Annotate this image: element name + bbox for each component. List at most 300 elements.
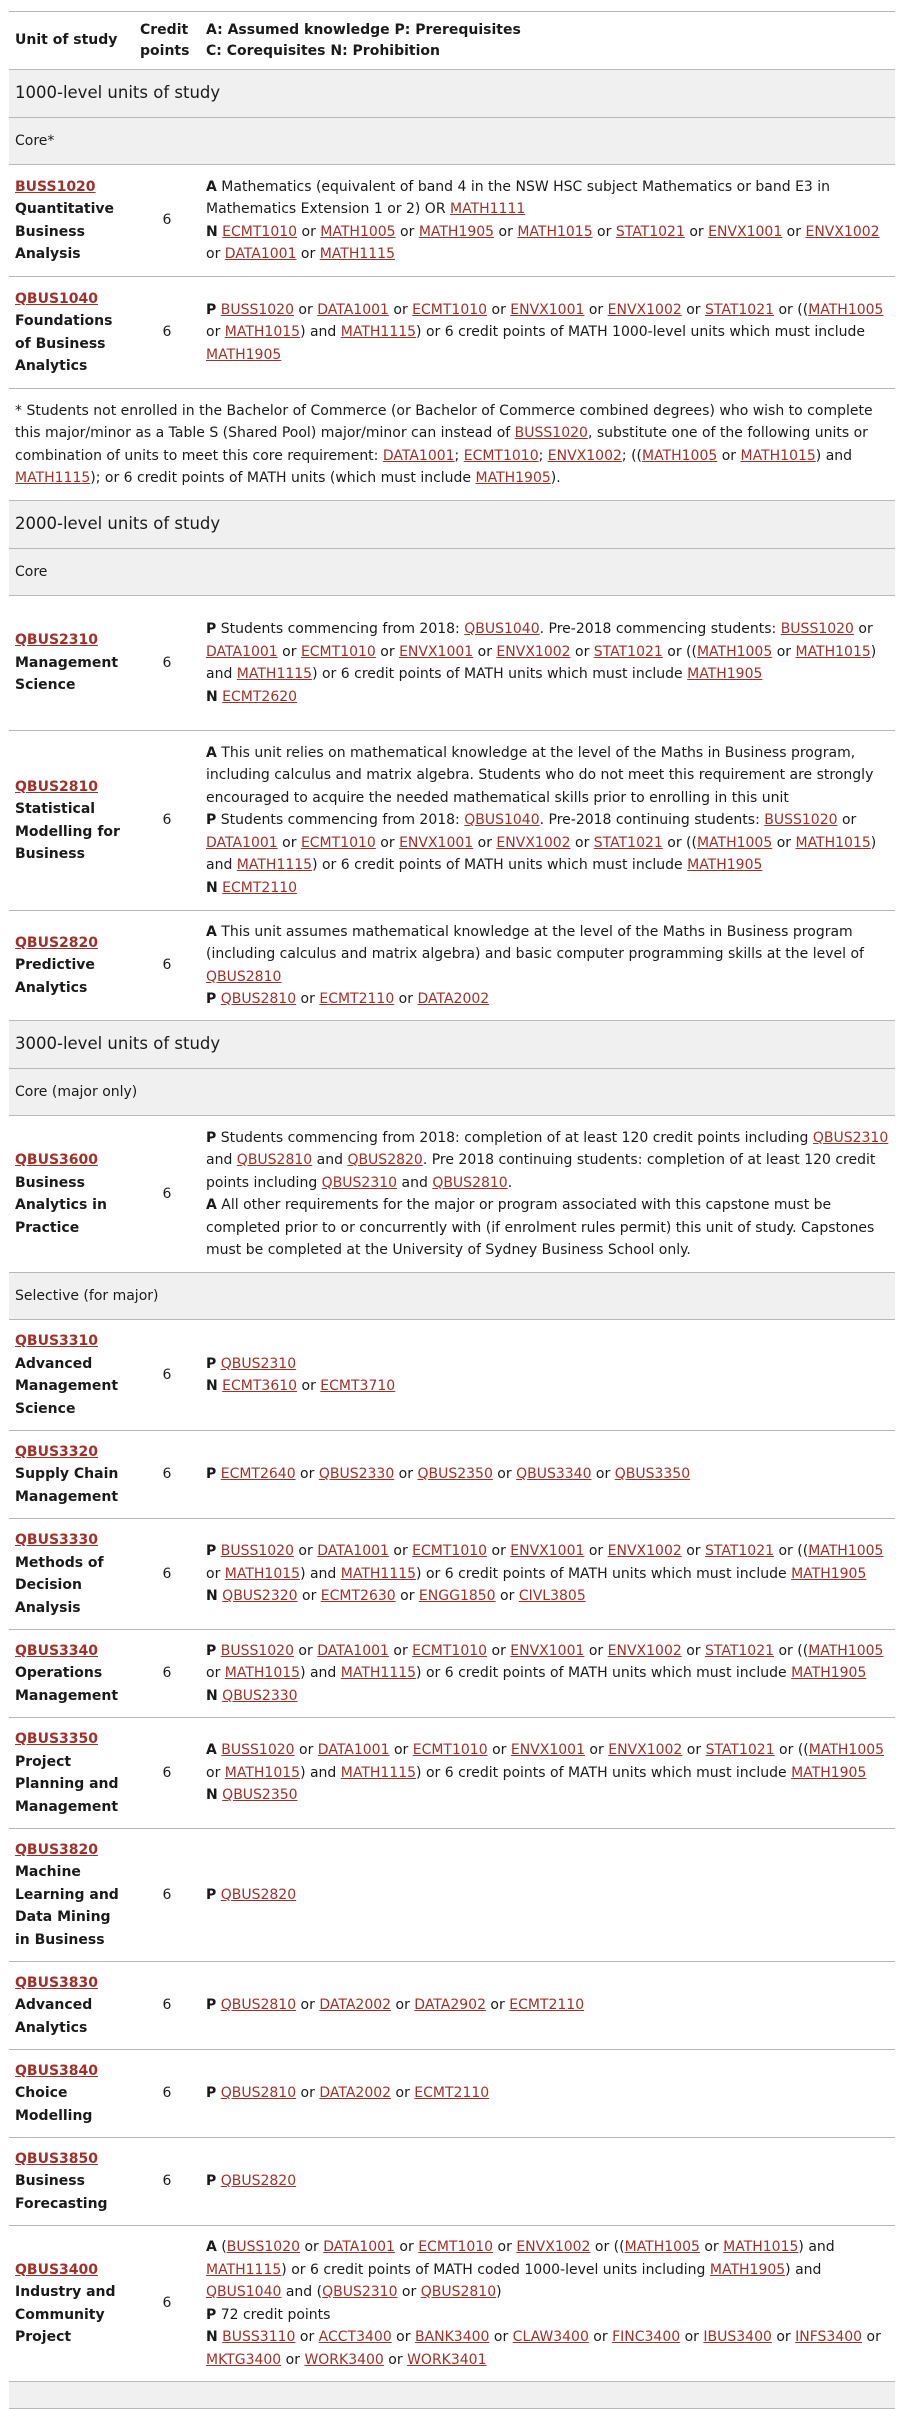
category-heading-row [9,1069,895,1116]
unit-code-link[interactable]: QBUS2810 [206,968,282,985]
unit-code-link[interactable]: QBUS2350 [417,1466,493,1483]
unit-code-link[interactable]: MATH1115 [340,324,417,341]
requirement-text: or [485,1997,510,2014]
unit-code-link[interactable]: ECMT2640 [220,1466,296,1483]
unit-name: Supply Chain Management [15,1466,119,1505]
unit-row [9,1829,895,1962]
requirement-type-label: N [206,223,218,240]
requirement-text: and [206,1152,237,1168]
requirement-line [206,1994,889,2017]
unit-code-link[interactable]: QBUS2310 [220,1355,297,1372]
unit-code-link[interactable]: IBUS3400 [703,2329,772,2345]
unit-code-link[interactable]: QBUS2310 [321,1174,398,1191]
unit-code-link[interactable]: STAT1021 [705,301,775,318]
requirements-cell [200,1829,895,1962]
unit-row [9,1320,895,1431]
requirement-text: or [300,2239,324,2255]
unit-code-link[interactable]: DATA2002 [417,991,490,1007]
unit-code-link[interactable]: MATH1905 [206,346,282,363]
unit-code-link[interactable]: QBUS2330 [318,1466,395,1483]
unit-code-link[interactable]: BUSS1020 [780,621,854,637]
unit-code-link[interactable]: QBUS2810 [15,778,98,795]
unit-code-link[interactable]: MATH1111 [450,201,526,217]
unit-code-link[interactable]: ENGG1850 [418,1588,496,1605]
requirement-type-label: P [206,1997,217,2014]
unit-code-link[interactable]: QBUS2310 [812,1129,889,1146]
requirement-text: Mathematics (equivalent of band 4 in the NSW HSC subject Mathematics or band E3 in Mathematics Extension 1 or 2) OR [206,178,831,217]
requirement-text: or [388,301,413,318]
unit-code-link[interactable]: MATH1115 [340,1764,417,1781]
unit-code-link[interactable]: MATH1905 [791,1764,867,1781]
unit-code-link[interactable]: WORK3400 [304,2351,384,2368]
unit-code-link[interactable]: DATA1001 [382,447,455,464]
credit-points: 6 [134,1718,200,1829]
unit-code-link[interactable]: MATH1015 [795,643,871,660]
unit-code-link[interactable]: QBUS2820 [347,1152,423,1168]
unit-code-link[interactable]: ENVX1001 [708,223,783,240]
unit-code-link[interactable]: ENVX1001 [399,834,474,851]
requirement-text: or (( [774,301,809,318]
unit-name: Advanced Analytics [15,1997,93,2036]
header-credit-points: Credit points [134,12,200,70]
credit-points: 6 [134,1962,200,2050]
requirement-text: ) or 6 credit points of MATH units which must include [312,857,688,874]
level-heading-row [9,501,895,549]
unit-cell [9,277,134,389]
requirement-text: or [473,834,497,851]
unit-code-link[interactable]: QBUS1040 [464,621,540,637]
requirement-text: ; [454,447,464,464]
unit-code-link[interactable]: ECMT2110 [414,2085,490,2102]
unit-code-link[interactable]: STAT1021 [705,1742,775,1759]
requirements-cell [200,1431,895,1519]
requirements-cell [200,165,895,277]
unit-code-link[interactable]: QBUS3820 [15,1841,98,1858]
unit-code-link[interactable]: MATH1015 [723,2239,799,2255]
category-heading: Core* [9,118,895,165]
unit-code-link[interactable]: MATH1115 [236,857,313,874]
requirement-type-label: P [206,301,217,318]
unit-row [9,1519,895,1630]
unit-code-link[interactable]: MATH1905 [791,1665,867,1682]
unit-code-link[interactable]: QBUS2820 [220,2173,297,2190]
unit-code-link[interactable]: BUSS1020 [514,425,588,441]
unit-code-link[interactable]: QBUS2810 [432,1174,508,1191]
unit-code-link[interactable]: ENVX1002 [516,2239,591,2255]
requirement-text: or [391,1997,415,2014]
requirements-cell [200,277,895,389]
unit-code-link[interactable]: DATA1001 [317,301,389,318]
requirement-text: or [492,1466,517,1483]
requirement-text: or [592,223,616,240]
unit-code-link[interactable]: MATH1115 [340,1665,417,1682]
requirement-type-label: A [206,2239,217,2255]
category-heading: Selective (for major) [9,1273,895,1320]
unit-cell [9,596,134,731]
requirement-text: or [487,1543,511,1560]
unit-code-link[interactable]: MATH1005 [808,1642,884,1659]
credit-points: 6 [134,1519,200,1630]
unit-code-link[interactable]: BUSS3110 [222,2329,296,2345]
unit-code-link[interactable]: MATH1005 [808,1742,885,1759]
unit-code-link[interactable]: QBUS3340 [516,1466,592,1483]
requirement-text: or (( [590,2239,625,2255]
unit-code-link[interactable]: DATA2902 [414,1997,486,2014]
unit-code-link[interactable]: STAT1021 [593,643,663,660]
unit-code-link[interactable]: MATH1115 [319,246,395,262]
unit-code-link[interactable]: MATH1015 [795,834,871,851]
unit-name: Management Science [15,654,119,694]
requirement-line [206,1585,889,1608]
unit-code-link[interactable]: ENVX1002 [496,834,571,851]
unit-code-link[interactable]: ENVX1002 [547,447,622,464]
unit-name: Methods of Decision Analysis [15,1554,104,1616]
requirement-text: or [772,643,796,660]
level-heading: 2000-level units of study [9,501,895,549]
unit-cell [9,1116,134,1273]
category-heading: Core [9,549,895,596]
category-heading: Core (major only) [9,1069,895,1116]
requirement-line [206,988,889,1011]
requirement-type-label: N [206,1378,218,1394]
requirement-line [206,176,889,221]
unit-code-link[interactable]: ECMT1010 [222,223,298,240]
unit-code-link[interactable]: MATH1015 [224,1665,301,1682]
unit-code-link[interactable]: STAT1021 [705,1642,775,1659]
unit-code-link[interactable]: ECMT3610 [222,1378,298,1394]
unit-code-link[interactable]: BUSS1020 [764,812,838,829]
requirement-type-label: P [206,1543,217,1560]
requirement-text: or [297,223,321,240]
unit-code-link[interactable]: QBUS3350 [15,1731,98,1747]
requirement-text: or [584,1543,608,1560]
unit-code-link[interactable]: FINC3400 [612,2329,681,2345]
unit-name: Business Analytics in Practice [15,1174,107,1236]
requirement-type-label: N [206,879,218,896]
requirement-line [206,2082,889,2105]
requirement-text: or [394,1466,418,1483]
requirement-text: , substitute one of the following units or combination of units to meet this core requirement: [15,425,868,464]
requirement-text: Students commencing from 2018: completion of at least 120 credit points including [216,1129,813,1146]
unit-code-link[interactable]: BUSS1020 [15,178,96,195]
unit-code-link[interactable]: QBUS2820 [15,934,98,951]
credit-points: 6 [134,2050,200,2138]
requirement-text: or [206,1565,225,1582]
unit-code-link[interactable]: ECMT2110 [319,991,395,1007]
unit-code-link[interactable]: QBUS2350 [222,1787,298,1804]
unit-code-link[interactable]: QBUS3350 [614,1466,691,1483]
unit-code-link[interactable]: ECMT1010 [463,447,539,464]
unit-code-link[interactable]: QBUS2810 [220,991,297,1007]
unit-code-link[interactable]: MATH1015 [224,324,301,341]
unit-code-link[interactable]: MATH1005 [808,301,884,318]
unit-code-link[interactable]: DATA1001 [317,1742,390,1759]
requirement-text: This unit assumes mathematical knowledge at the level of the Maths in Business program (including calculus and matrix algebra) and basic computer programming skills at the level of [206,923,864,962]
requirement-line [206,1194,889,1262]
unit-code-link[interactable]: ECMT2630 [320,1588,396,1605]
unit-cell [9,2138,134,2226]
unit-code-link[interactable]: QBUS3600 [15,1152,98,1168]
unit-code-link[interactable]: CIVL3805 [518,1588,586,1605]
unit-code-link[interactable]: DATA1001 [323,2239,395,2255]
requirements-cell [200,1320,895,1431]
requirement-text: ; [538,447,548,464]
unit-code-link[interactable]: STAT1021 [705,1543,775,1560]
unit-code-link[interactable]: ECMT1010 [412,301,488,318]
requirements-cell [200,1962,895,2050]
unit-code-link[interactable]: ECMT1010 [412,1742,488,1759]
unit-code-link[interactable]: ENVX1002 [607,301,682,318]
unit-code-link[interactable]: QBUS3330 [15,1532,98,1548]
unit-name: Machine Learning and Data Mining in Business [15,1864,119,1948]
requirement-text: or [584,301,608,318]
empty-cell [9,2382,895,2409]
unit-code-link[interactable]: ENVX1001 [510,301,585,318]
requirement-line [206,1127,889,1195]
requirement-type-label: N [206,1588,218,1605]
unit-code-link[interactable]: INFS3400 [795,2329,863,2345]
unit-code-link[interactable]: MKTG3400 [206,2351,282,2368]
unit-code-link[interactable]: ECMT3710 [320,1378,396,1394]
category-heading-row [9,549,895,596]
requirement-line [206,1784,889,1807]
requirement-text: ) and [798,2239,835,2255]
unit-code-link[interactable]: QBUS3320 [15,1443,98,1460]
unit-code-link[interactable]: DATA2002 [319,2085,392,2102]
unit-code-link[interactable]: ECMT1010 [300,834,376,851]
unit-code-link[interactable]: ECMT2110 [509,1997,585,2014]
unit-code-link[interactable]: QBUS2810 [420,2284,497,2300]
requirement-line [206,877,889,900]
unit-code-link[interactable]: ENVX1002 [805,223,880,240]
unit-code-link[interactable]: MATH1005 [642,447,718,464]
unit-code-link[interactable]: ENVX1001 [399,643,474,660]
requirement-type-label: A [206,178,217,195]
requirement-line [206,742,889,810]
header-requirements-legend: A: Assumed knowledge P: Prerequisites C: Corequisites N: Prohibition [200,12,895,70]
requirement-type-label: A [206,923,217,940]
requirement-text: or [487,1742,511,1759]
table-end-row [9,2382,895,2409]
requirement-type-label: P [206,621,217,637]
unit-code-link[interactable]: ECMT2620 [222,688,298,705]
requirement-text: or [395,223,419,240]
requirement-type-label: P [206,1642,217,1659]
unit-cell [9,1718,134,1829]
unit-code-link[interactable]: BANK3400 [414,2329,490,2345]
requirement-text: or [682,1742,706,1759]
unit-code-link[interactable]: DATA2002 [319,1997,392,2014]
unit-code-link[interactable]: ENVX1002 [607,1642,682,1659]
requirement-text: or [487,1642,511,1659]
requirement-line [206,221,889,266]
unit-name: Industry and Community Project [15,2284,116,2345]
unit-code-link[interactable]: ECMT1010 [412,1642,488,1659]
requirement-text: or [681,301,705,318]
unit-code-link[interactable]: QBUS3340 [15,1642,98,1659]
requirement-text: All other requirements for the major or program associated with this capstone must be completed prior to or concurrently with (if enrolment rules permit) this unit of study. Capstones must be completed at the University of Sydney Business School only. [206,1197,875,1258]
unit-code-link[interactable]: QBUS2310 [322,2284,398,2300]
requirement-text: or [397,2284,421,2300]
unit-code-link[interactable]: BUSS1020 [220,301,294,318]
unit-cell [9,1320,134,1431]
unit-code-link[interactable]: QBUS1040 [464,812,540,829]
requirement-text: ). [550,470,561,486]
requirement-text: Students commencing from 2018: [216,812,465,829]
unit-cell [9,1829,134,1962]
requirement-line [206,809,889,877]
unit-code-link[interactable]: ACCT3400 [318,2329,392,2345]
unit-code-link[interactable]: MATH1115 [236,666,313,682]
unit-code-link[interactable]: STAT1021 [593,834,663,851]
unit-code-link[interactable]: ENVX1001 [510,1543,585,1560]
unit-code-link[interactable]: ENVX1002 [608,1742,683,1759]
unit-code-link[interactable]: MATH1115 [206,2261,282,2278]
unit-code-link[interactable]: QBUS3840 [15,2062,98,2079]
level-heading: 3000-level units of study [9,1021,895,1069]
unit-code-link[interactable]: MATH1905 [687,666,763,682]
unit-code-link[interactable]: BUSS1020 [226,2239,301,2255]
requirement-text: or [487,301,511,318]
unit-code-link[interactable]: ECMT1010 [418,2239,494,2255]
unit-code-link[interactable]: CLAW3400 [512,2329,589,2345]
unit-name: Business Forecasting [15,2173,108,2212]
requirement-type-label: N [206,1787,218,1804]
unit-code-link[interactable]: QBUS2810 [220,2085,297,2102]
unit-code-link[interactable]: MATH1005 [696,643,773,660]
unit-code-link[interactable]: ECMT1010 [300,643,376,660]
requirement-text: or [570,643,594,660]
requirement-text: or [206,246,225,262]
unit-code-link[interactable]: MATH1905 [687,857,763,874]
requirement-type-label: P [206,2306,217,2323]
unit-code-link[interactable]: DATA1001 [206,643,278,660]
credit-points: 6 [134,165,200,277]
requirement-text: ) or 6 credit points of MATH units which must include [416,1665,792,1682]
requirement-text: or [277,643,301,660]
unit-code-link[interactable]: DATA1001 [206,834,278,851]
unit-code-link[interactable]: BUSS1020 [221,1742,295,1759]
unit-code-link[interactable]: MATH1115 [340,1565,417,1582]
unit-code-link[interactable]: MATH1005 [808,1543,884,1560]
requirement-type-label: N [206,1687,218,1704]
unit-code-link[interactable]: QBUS2810 [236,1152,313,1168]
unit-name: Foundations of Business Analytics [15,313,113,374]
unit-code-link[interactable]: MATH1015 [740,447,816,464]
unit-row [9,2226,895,2382]
unit-code-link[interactable]: MATH1905 [709,2261,786,2278]
requirement-text: or [391,2329,415,2345]
unit-code-link[interactable]: QBUS3850 [15,2150,98,2167]
unit-code-link[interactable]: MATH1905 [791,1565,867,1582]
unit-code-link[interactable]: QBUS3400 [15,2261,98,2278]
unit-code-link[interactable]: BUSS1020 [220,1543,294,1560]
requirement-text: and [312,1152,348,1168]
unit-code-link[interactable]: QBUS2320 [222,1588,298,1605]
unit-cell [9,2226,134,2382]
unit-code-link[interactable]: MATH1905 [475,470,551,486]
unit-code-link[interactable]: ECMT1010 [412,1543,488,1560]
requirement-type-label: N [206,688,218,705]
requirement-text: or [388,1543,413,1560]
unit-code-link[interactable]: QBUS2820 [220,1886,297,1903]
requirement-text: or [489,2329,513,2345]
unit-code-link[interactable]: WORK3401 [407,2351,487,2368]
requirement-text: . Pre-2018 commencing students: [539,621,781,637]
requirement-text: or [395,1588,419,1605]
requirement-text: ; (( [621,447,642,464]
unit-code-link[interactable]: ECMT2110 [222,879,298,896]
requirements-cell [200,2138,895,2226]
requirement-text: or [394,991,418,1007]
credit-points: 6 [134,911,200,1021]
unit-code-link[interactable]: ENVX1001 [510,1742,585,1759]
requirements-cell [200,596,895,731]
requirement-text: or [293,1642,318,1659]
unit-code-link[interactable]: DATA1001 [317,1543,389,1560]
unit-cell [9,1630,134,1718]
unit-code-link[interactable]: MATH1005 [320,223,396,240]
unit-code-link[interactable]: MATH1005 [696,834,773,851]
unit-code-link[interactable]: QBUS3830 [15,1974,98,1991]
footnote-row [9,389,895,501]
requirement-text: and ( [281,2284,323,2300]
requirement-text: or [206,324,225,341]
requirements-cell [200,1630,895,1718]
unit-code-link[interactable]: MATH1005 [624,2239,700,2255]
unit-code-link[interactable]: DATA1001 [224,246,297,262]
requirement-line [206,299,889,367]
unit-code-link[interactable]: ENVX1001 [510,1642,585,1659]
unit-code-link[interactable]: STAT1021 [615,223,685,240]
unit-cell [9,2050,134,2138]
requirement-text: or [388,1642,413,1659]
unit-code-link[interactable]: ENVX1002 [607,1543,682,1560]
unit-code-link[interactable]: DATA1001 [317,1642,389,1659]
credit-points: 6 [134,731,200,911]
unit-code-link[interactable]: QBUS2310 [15,632,98,649]
unit-code-link[interactable]: MATH1905 [418,223,495,240]
requirement-text: or (( [774,1642,809,1659]
unit-code-link[interactable]: MATH1015 [224,1764,301,1781]
requirement-text: ) and [206,643,877,682]
unit-code-link[interactable]: QBUS3310 [15,1333,98,1349]
unit-code-link[interactable]: ENVX1002 [496,643,571,660]
requirement-text: ) and [300,324,341,341]
requirement-text: Students commencing from 2018: [216,621,465,637]
unit-code-link[interactable]: QBUS1040 [206,2284,282,2300]
requirement-line [206,1685,889,1708]
unit-code-link[interactable]: QBUS1040 [15,290,98,307]
requirement-line [206,686,889,709]
credit-points: 6 [134,1630,200,1718]
unit-row [9,1630,895,1718]
unit-code-link[interactable]: QBUS2810 [220,1997,297,2014]
requirement-line [206,618,889,686]
requirements-cell [200,1718,895,1829]
unit-code-link[interactable]: QBUS2330 [222,1687,298,1704]
requirement-text: . Pre 2018 continuing students: completion of at least 120 credit points including [206,1152,876,1191]
requirement-line [206,1353,889,1376]
requirement-text: or [862,2329,881,2345]
unit-code-link[interactable]: MATH1015 [517,223,593,240]
requirement-line [206,1375,889,1398]
unit-code-link[interactable]: BUSS1020 [220,1642,294,1659]
unit-code-link[interactable]: MATH1115 [15,470,91,486]
requirement-text: or [584,1742,609,1759]
unit-code-link[interactable]: MATH1015 [224,1565,301,1582]
requirement-text: or [495,1588,519,1605]
